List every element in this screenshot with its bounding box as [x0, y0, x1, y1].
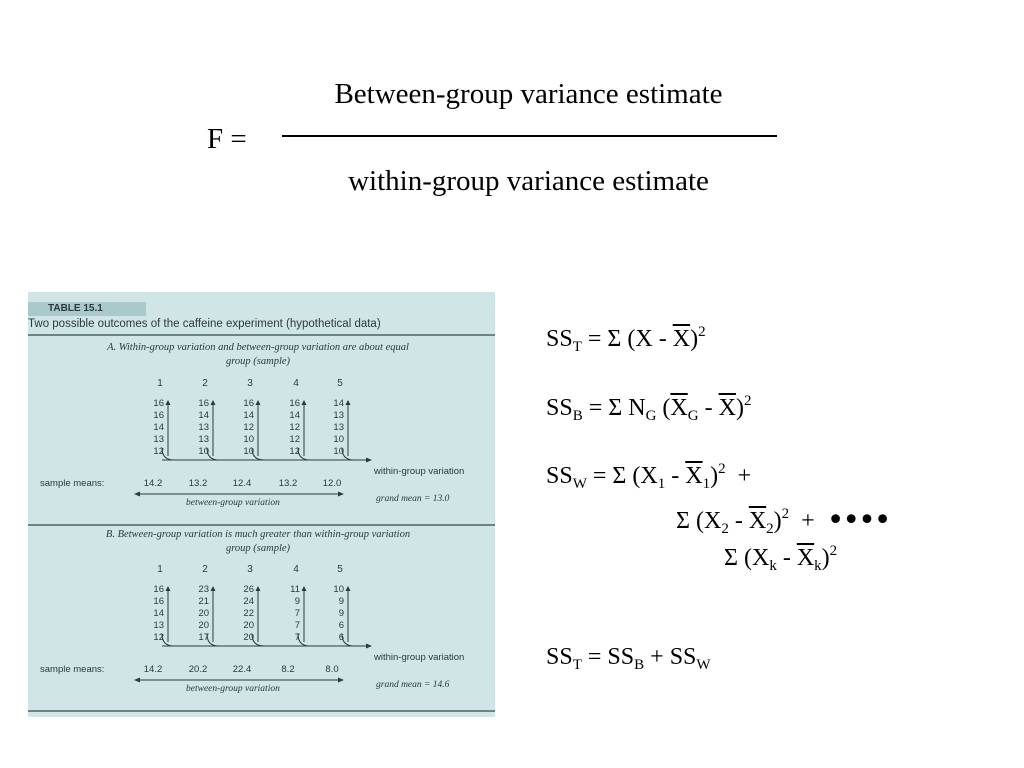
- sample-mean: 13.2: [188, 478, 208, 489]
- table-cell: 16: [198, 398, 209, 409]
- table-cell: 20: [243, 620, 254, 631]
- sample-mean: 22.4: [232, 664, 252, 675]
- table-cell: 13: [153, 434, 164, 445]
- ss-within-formula-line1: $SS_W = \Sigma$ $(X_1 - \overline{X}_1)^2$ +: [546, 461, 752, 492]
- table-cell: 10: [333, 446, 344, 457]
- section-b-title: B. Between-group variation is much greater than within-group variation: [105, 529, 411, 540]
- within-arrow-head: [302, 400, 307, 405]
- table-cell: 24: [243, 596, 254, 607]
- sample-means-label: sample means:: [40, 664, 105, 675]
- table-image: [28, 292, 495, 717]
- sample-mean: 8.2: [281, 664, 295, 675]
- table-cell: 12: [153, 446, 164, 457]
- table-cell: 10: [243, 446, 254, 457]
- fraction-bar: [282, 135, 777, 137]
- ss-between-formula: $SS_B = \Sigma$ $N_G$ $(\overline{X}_G - \overline{X})^2$: [546, 393, 752, 424]
- table-cell: 26: [243, 584, 254, 595]
- table-cell: 14: [198, 410, 209, 421]
- f-numerator: Between-group variance estimate: [334, 78, 723, 110]
- table-cell: 9: [338, 608, 344, 619]
- table-cell: 9: [294, 596, 300, 607]
- sample-mean: 14.2: [143, 664, 163, 675]
- table-cell: 20: [198, 620, 209, 631]
- group-column-header: 5: [337, 378, 343, 389]
- group-column-header: 4: [293, 564, 299, 575]
- table-cell: 16: [153, 584, 164, 595]
- between-arrow-left-head: [134, 492, 140, 497]
- table-cell: 14: [153, 608, 164, 619]
- section-a-subtitle: group (sample): [225, 356, 291, 367]
- sample-mean: 12.0: [322, 478, 342, 489]
- table-cell: 14: [333, 398, 344, 409]
- table-cell: 17: [198, 632, 209, 643]
- ss-identity-formula: $SS_T = SS_B + SS_W$: [546, 644, 711, 673]
- table-cell: 14: [243, 410, 254, 421]
- table-cell: 10: [198, 446, 209, 457]
- table-cell: 13: [333, 410, 344, 421]
- table-caption: Two possible outcomes of the caffeine experiment (hypothetical data): [28, 318, 381, 330]
- between-group-label: between-group variation: [186, 684, 280, 694]
- group-column-header: 1: [157, 378, 163, 389]
- table-cell: 10: [243, 434, 254, 445]
- within-arrow-head: [211, 586, 216, 591]
- table-cell: 20: [243, 632, 254, 643]
- table-cell: 16: [153, 596, 164, 607]
- section-b-subtitle: group (sample): [225, 543, 291, 554]
- between-arrow-right-head: [338, 492, 344, 497]
- table-cell: 12: [153, 632, 164, 643]
- sample-mean: 13.2: [278, 478, 298, 489]
- ss-within-formula-line3: Σ $(X_k - \overline{X}_k)^2$: [724, 543, 838, 574]
- table-cell: 7: [294, 632, 300, 643]
- table-cell: 22: [243, 608, 254, 619]
- table-cell: 6: [338, 632, 344, 643]
- within-group-label: within-group variation: [374, 466, 465, 477]
- f-denominator: within-group variance estimate: [348, 165, 709, 197]
- sample-mean: 14.2: [143, 478, 163, 489]
- within-baseline-head: [366, 458, 372, 463]
- section-a-title: A. Within-group variation and between-group variation are about equal: [107, 342, 409, 353]
- within-arrow-head: [346, 586, 351, 591]
- table-cell: 16: [153, 410, 164, 421]
- table-cell: 13: [333, 422, 344, 433]
- ss-total-formula: $SS_T = \Sigma$ $(X - \overline{X})^2$: [546, 324, 706, 355]
- grand-mean: grand mean = 13.0: [376, 494, 450, 504]
- table-cell: 16: [289, 398, 300, 409]
- table-cell: 14: [153, 422, 164, 433]
- within-arrow-head: [211, 400, 216, 405]
- variation-arrows: [28, 292, 495, 717]
- table-cell: 12: [289, 434, 300, 445]
- group-column-header: 4: [293, 378, 299, 389]
- within-baseline-head: [366, 644, 372, 649]
- table-cell: 13: [198, 422, 209, 433]
- within-arrow-head: [166, 586, 171, 591]
- group-column-header: 1: [157, 564, 163, 575]
- sample-mean: 12.4: [232, 478, 252, 489]
- within-arrow-head: [256, 586, 261, 591]
- within-arrow-head: [166, 400, 171, 405]
- table-cell: 16: [243, 398, 254, 409]
- within-arrow-head: [302, 586, 307, 591]
- table-cell: 10: [333, 584, 344, 595]
- grand-mean: grand mean = 14.6: [376, 680, 450, 690]
- group-column-header: 5: [337, 564, 343, 575]
- table-cell: 16: [153, 398, 164, 409]
- sample-mean: 8.0: [325, 664, 339, 675]
- group-column-header: 2: [202, 378, 208, 389]
- sample-means-label: sample means:: [40, 478, 105, 489]
- ss-within-formula-line2: Σ $(X_2 - \overline{X}_2)^2$ + ••••: [676, 503, 890, 538]
- within-arrow-head: [346, 400, 351, 405]
- table-cell: 9: [338, 596, 344, 607]
- table-cell: 12: [289, 446, 300, 457]
- table-cell: 10: [333, 434, 344, 445]
- table-cell: 12: [243, 422, 254, 433]
- f-lhs: F =: [207, 123, 247, 155]
- table-cell: 12: [289, 422, 300, 433]
- table-cell: 21: [198, 596, 209, 607]
- table-cell: 20: [198, 608, 209, 619]
- between-group-label: between-group variation: [186, 498, 280, 508]
- group-column-header: 2: [202, 564, 208, 575]
- table-label: TABLE 15.1: [28, 302, 146, 316]
- table-cell: 13: [198, 434, 209, 445]
- sample-mean: 20.2: [188, 664, 208, 675]
- table-cell: 6: [338, 620, 344, 631]
- group-column-header: 3: [247, 564, 253, 575]
- ellipsis: ••••: [826, 503, 890, 538]
- table-cell: 11: [290, 584, 300, 595]
- between-arrow-left-head: [134, 678, 140, 683]
- table-cell: 14: [289, 410, 300, 421]
- table-cell: 23: [198, 584, 209, 595]
- table-cell: 7: [294, 608, 300, 619]
- within-arrow-head: [256, 400, 261, 405]
- group-column-header: 3: [247, 378, 253, 389]
- between-arrow-right-head: [338, 678, 344, 683]
- table-cell: 7: [294, 620, 300, 631]
- within-group-label: within-group variation: [374, 652, 465, 663]
- table-cell: 13: [153, 620, 164, 631]
